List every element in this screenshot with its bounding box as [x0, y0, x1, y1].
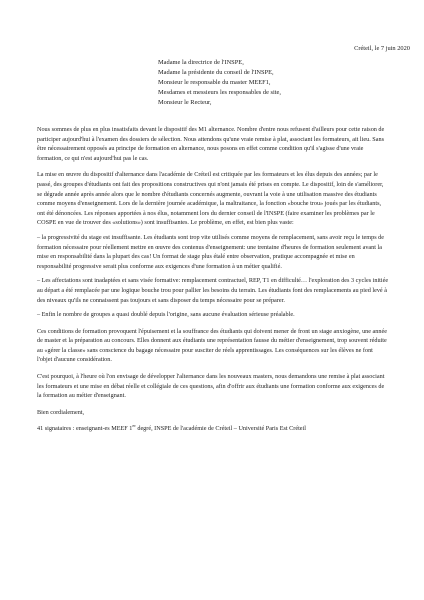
letter-date: Créteil, le 7 juin 2020 [354, 45, 410, 52]
paragraph-context: La mise en œuvre du dispositif d'alternance dans l'académie de Créteil est critiquée par les formateurs et les élus depuis des années; par le passé, des groupes d'étudiants ont fait des propositions constructives qui n'ont jamais été prises en compte. Le dispositif, loin de s'améliorer, se dégrade année après année alors que le nombre d'étudiants concernés augmente, ouvrant la voie à une utilisation massive des étudiants comme moyens d'enseignement. Lors de la dernière journée académique, la maltraitance, la fonction «bouche trou» joués par les étudiants, ont été dénoncées. Les réponses apportées à nos élus, notamment lors du dernier conseil de l'INSPE (faire examiner les problèmes par le COSPE en vue de trouver des «solutions») sont insuffisantes. Le problème, en effet, est bien plus vaste: [37, 171, 384, 227]
addressee-line: Mesdames et messieurs les responsables de site, [158, 89, 281, 96]
paragraph-point-groups: – Enfin le nombre de groupes a quasi doublé depuis l'origine, sans aucune évaluation sérieuse préalable. [37, 311, 295, 319]
signature-line [37, 424, 389, 434]
letter-body [37, 125, 389, 434]
paragraph-intro: Nous sommes de plus en plus insatisfaits devant le dispositif des M1 alternance. Nombre d'entre nous refusent d'ailleurs pour cette raison de participer aujourd'hui à l'examen des dossiers de sélection. Nous attendons qu'une vraie remise à plat, associant les formateurs, ait lieu. Sans être nécessairement opposés au principe de formation en alternance, nous posons en effet comme condition qu'il s'agisse d'une vraie formation, ce qui n'est aujourd'hui pas le cas. [37, 126, 385, 162]
signature-text-start: 41 signataires : enseignant-es MEEF 1 [37, 425, 133, 433]
addressee-line: Madame la directrice de l'INSPE, [158, 59, 244, 66]
paragraph-demand: C'est pourquoi, à l'heure où l'on envisage de développer l'alternance dans les nouveaux masters, nous demandons une remise à plat associant les formateurs et une mise en débat réelle et collégiale de ces questions, afin d'offrir aux étudiants une formation conforme aux exigences de la formation au métier d'enseignant. [37, 373, 385, 400]
addressee-line: Monsieur le responsable du master MEEF1, [158, 79, 271, 86]
signature-text-end: degré, INSPE de l'académie de Créteil – Université Paris Est Créteil [135, 425, 306, 433]
signature-superscript: er [132, 423, 136, 429]
addressee-line: Madame la présidente du conseil de l'INSPE, [158, 69, 274, 76]
paragraph-consequences: Ces conditions de formation provoquent l'épuisement et la souffrance des étudiants qui doivent mener de front un stage anxiogène, une année de master et la préparation au concours. Elles donnent aux étudiants une représentation fausse du métier d'enseignement, trop souvent réduite au «gérer la classe» sans conscience du bagage nécessaire pour susciter de réels apprentissages. Les conséquences sur les élèves ne font l'objet d'aucune considération. [37, 327, 387, 364]
closing-salutation: Bien cordialement, [37, 408, 85, 416]
paragraph-point-assignments: – Les affectations sont inadaptées et sans visée formative: remplacement contractuel, REP, T1 en difficulté… l'exploration des 3 cycles initiée au départ a été remplacée par une logique bouche trou pour pallier les besoins du terrain. Les étudiants font des remplacements au pied levé à des niveaux qu'ils ne connaissent pas toujours et sans disposer du temps nécessaire pour se préparer. [37, 277, 389, 304]
addressee-block [158, 58, 408, 108]
addressee-line: Monsieur le Recteur, [158, 99, 212, 106]
paragraph-point-progressivity: – la progressivité du stage est insuffisante. Les étudiants sont trop vite utilisés comme moyens de remplacement, sans avoir reçu le temps de formation nécessaire pour réellement mettre en œuvre des contenus d'enseignement: une trentaine d'heures de formation seulement avant la mise en responsabilité dans la plupart des cas! Un format de stage plus étalé entre observation, pratique accompagnée et mise en responsabilité progressive serait plus conforme aux exigences d'une formation à un métier qualifié. [37, 233, 384, 270]
